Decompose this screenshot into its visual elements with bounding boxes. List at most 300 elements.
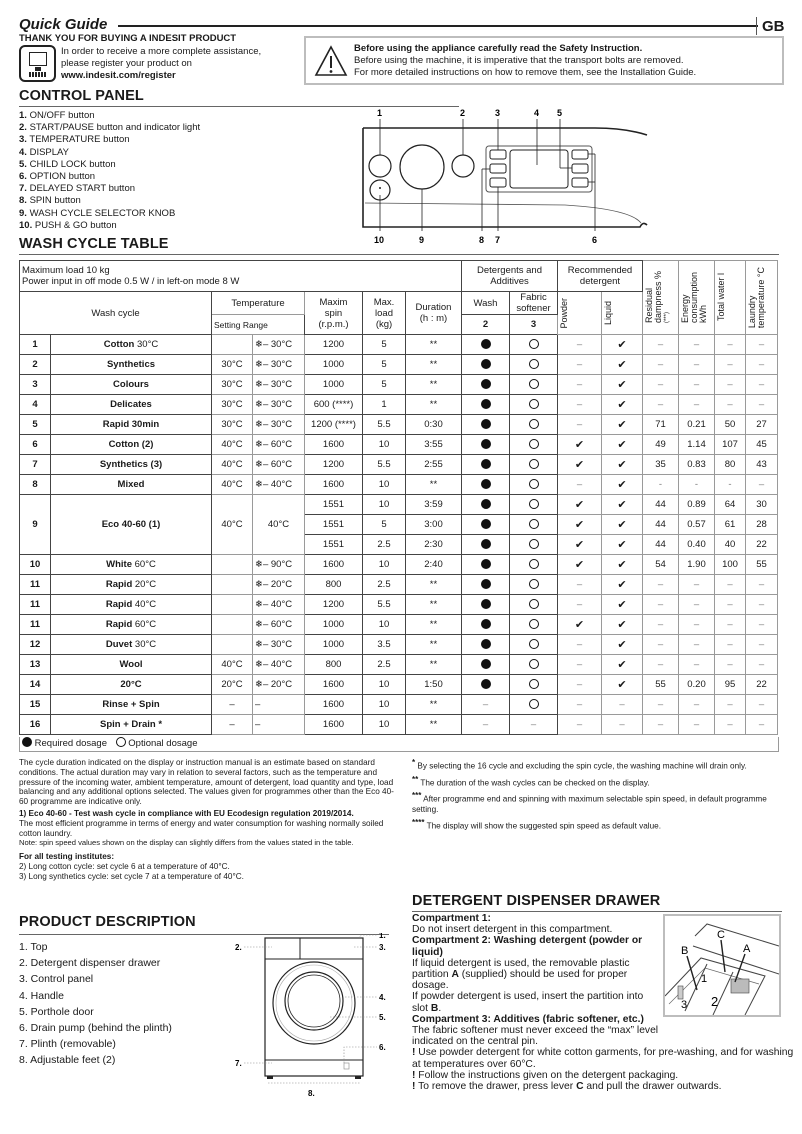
wash-dosage — [462, 615, 510, 635]
check-icon: ✔ — [574, 619, 585, 631]
required-dosage-icon — [481, 539, 491, 549]
laundry-temp: 43 — [746, 455, 778, 475]
residual-dampness: 71 — [643, 415, 679, 435]
svg-text:2: 2 — [711, 994, 719, 1009]
svg-text:6: 6 — [592, 235, 598, 245]
washing-machine-diagram — [232, 933, 392, 1103]
cycle-name: Cotton (2) — [51, 435, 212, 455]
svg-text:2.: 2. — [235, 943, 242, 952]
water: 64 — [715, 495, 746, 515]
wash-dosage — [462, 435, 510, 455]
liquid — [602, 575, 643, 595]
laundry-temp: 30 — [746, 495, 778, 515]
control-panel-list — [19, 110, 200, 232]
optional-dosage-icon — [529, 439, 539, 449]
optional-dosage-icon — [529, 339, 539, 349]
check-icon: ✔ — [574, 499, 585, 511]
powder: – — [558, 475, 602, 495]
water: – — [715, 335, 746, 355]
check-icon: ✔ — [617, 559, 627, 571]
product-part-item: 3. Control panel — [19, 973, 94, 986]
residual-dampness: – — [643, 575, 679, 595]
cycle-name: Rapid 20°C — [51, 575, 212, 595]
svg-text:5.: 5. — [379, 1013, 386, 1022]
th-fabric-softener: Fabric softener — [510, 292, 558, 315]
warning-triangle-icon — [314, 44, 348, 78]
temp-range: ❄– 20°C — [253, 675, 305, 695]
duration: 2:55 — [406, 455, 462, 475]
product-part-item: 6. Drain pump (behind the plinth) — [19, 1022, 172, 1035]
cycle-number: 11 — [20, 615, 51, 635]
temp-range: ❄– 30°C — [253, 335, 305, 355]
water: - — [715, 475, 746, 495]
max-load: 5.5 — [363, 595, 406, 615]
cycle-name: Rapid 30min — [51, 415, 212, 435]
temp-range: ❄– 30°C — [253, 375, 305, 395]
optional-dosage-icon — [116, 737, 126, 747]
svg-text:3.: 3. — [379, 943, 386, 952]
svg-text:3: 3 — [495, 108, 501, 118]
max-load: 5.5 — [363, 455, 406, 475]
softener-dosage — [510, 515, 558, 535]
th-liquid: Liquid — [602, 292, 643, 335]
liquid — [602, 335, 643, 355]
cycle-number: 9 — [20, 495, 51, 555]
powder: – — [558, 335, 602, 355]
laundry-temp: – — [746, 655, 778, 675]
softener-dosage — [510, 495, 558, 515]
laundry-temp: – — [746, 355, 778, 375]
check-icon: ✔ — [574, 439, 585, 451]
cycle-name: Wool — [51, 655, 212, 675]
table-row — [20, 355, 778, 375]
required-dosage-icon — [481, 479, 491, 489]
temp-setting: 20°C — [212, 675, 253, 695]
laundry-temp: – — [746, 615, 778, 635]
check-icon: ✔ — [617, 359, 627, 371]
liquid — [602, 395, 643, 415]
residual-dampness: 54 — [643, 555, 679, 575]
energy: – — [679, 395, 715, 415]
control-panel-item: 7. DELAYED START button — [19, 183, 136, 195]
dosage-legend: Required dosage Optional dosage — [19, 737, 779, 752]
residual-dampness: - — [643, 475, 679, 495]
svg-text:10: 10 — [374, 235, 385, 245]
max-spin: 1000 — [305, 375, 363, 395]
powder — [558, 615, 602, 635]
optional-dosage-icon — [529, 519, 539, 529]
max-load: 10 — [363, 475, 406, 495]
softener-dosage — [510, 595, 558, 615]
wash-cycle-table-heading: WASH CYCLE TABLE — [19, 236, 169, 252]
control-panel-heading: CONTROL PANEL — [19, 88, 144, 104]
duration: ** — [406, 715, 462, 735]
control-panel-item: 1. ON/OFF button — [19, 110, 95, 121]
svg-text:2: 2 — [460, 108, 466, 118]
liquid — [602, 635, 643, 655]
wash-dosage — [462, 515, 510, 535]
cycle-number: 10 — [20, 555, 51, 575]
th-setting-range: Setting Range — [212, 315, 305, 335]
temp-setting: 30°C — [212, 415, 253, 435]
cycle-number: 14 — [20, 675, 51, 695]
softener-dosage — [510, 355, 558, 375]
temp-range: ❄– 40°C — [253, 595, 305, 615]
control-panel-item: 3. TEMPERATURE button — [19, 134, 130, 146]
product-part-item: 8. Adjustable feet (2) — [19, 1054, 116, 1067]
water: – — [715, 695, 746, 715]
energy: 0.40 — [679, 535, 715, 555]
footnote-2: ** The duration of the wash cycles can be checked on the display. — [412, 774, 650, 788]
energy: 1.14 — [679, 435, 715, 455]
cycle-number: 3 — [20, 375, 51, 395]
optional-dosage-icon — [529, 579, 539, 589]
cycle-name: Spin + Drain * — [51, 715, 212, 735]
softener-dosage — [510, 415, 558, 435]
water: – — [715, 575, 746, 595]
thanks-heading: THANK YOU FOR BUYING A INDESIT PRODUCT — [19, 33, 237, 44]
powder: – — [558, 375, 602, 395]
residual-dampness: – — [643, 715, 679, 735]
wash-dosage: – — [462, 695, 510, 715]
svg-text:6.: 6. — [379, 1043, 386, 1052]
temp-setting: 40°C — [212, 475, 253, 495]
diagram-label: 1 — [377, 108, 383, 118]
energy: – — [679, 595, 715, 615]
max-load: 10 — [363, 715, 406, 735]
svg-text:1: 1 — [701, 973, 708, 985]
svg-text:1.: 1. — [379, 933, 386, 940]
table-body-eco — [20, 495, 778, 555]
table-body-b — [20, 555, 778, 735]
softener-dosage — [510, 635, 558, 655]
duration: ** — [406, 615, 462, 635]
softener-dosage — [510, 455, 558, 475]
max-spin: 1551 — [305, 515, 363, 535]
temp-range: ❄– 60°C — [253, 435, 305, 455]
optional-dosage-icon — [529, 559, 539, 569]
wash-dosage — [462, 595, 510, 615]
svg-text:7.: 7. — [235, 1059, 242, 1068]
max-spin: 1200 — [305, 335, 363, 355]
residual-dampness: – — [643, 375, 679, 395]
optional-dosage-icon — [529, 619, 539, 629]
duration: ** — [406, 635, 462, 655]
max-spin: 1600 — [305, 675, 363, 695]
temp-range: ❄– 20°C — [253, 575, 305, 595]
water: – — [715, 595, 746, 615]
softener-dosage: – — [510, 715, 558, 735]
liquid — [602, 375, 643, 395]
table-row — [20, 375, 778, 395]
th-recommended: Recommended detergent — [558, 261, 643, 292]
liquid — [602, 655, 643, 675]
optional-dosage-icon — [529, 639, 539, 649]
cycle-number: 7 — [20, 455, 51, 475]
wash-dosage — [462, 475, 510, 495]
language-code: GB — [762, 18, 785, 35]
temp-range: ❄– 60°C — [253, 455, 305, 475]
residual-dampness: 44 — [643, 515, 679, 535]
required-dosage-icon — [481, 559, 491, 569]
temp-range: ❄– 90°C — [253, 555, 305, 575]
powder: – — [558, 355, 602, 375]
duration: 1:50 — [406, 675, 462, 695]
max-spin: 1600 — [305, 715, 363, 735]
max-load: 2.5 — [363, 575, 406, 595]
check-icon: ✔ — [574, 459, 585, 471]
max-load: 5.5 — [363, 415, 406, 435]
liquid: – — [602, 715, 643, 735]
powder — [558, 515, 602, 535]
max-load: 5 — [363, 375, 406, 395]
laundry-temp: – — [746, 395, 778, 415]
th-wash-cycle: Wash cycle — [20, 292, 212, 335]
required-dosage-icon — [481, 499, 491, 509]
th-powder: Powder — [558, 292, 602, 335]
max-spin: 1551 — [305, 535, 363, 555]
check-icon: ✔ — [617, 439, 627, 451]
required-dosage-icon — [481, 579, 491, 589]
cycle-number: 8 — [20, 475, 51, 495]
footnotes — [412, 758, 792, 835]
th-residual: Residual dampness % (***) — [643, 261, 679, 335]
wash-dosage — [462, 535, 510, 555]
energy: 0.21 — [679, 415, 715, 435]
cycle-name: Cotton 30°C — [51, 335, 212, 355]
softener-dosage — [510, 395, 558, 415]
max-load: 1 — [363, 395, 406, 415]
softener-dosage — [510, 695, 558, 715]
softener-dosage — [510, 535, 558, 555]
cycle-name: Rinse + Spin — [51, 695, 212, 715]
wash-dosage — [462, 375, 510, 395]
temp-range: ❄– 30°C — [253, 395, 305, 415]
register-line-2: please register your product on — [61, 58, 192, 69]
check-icon: ✔ — [574, 519, 585, 531]
liquid — [602, 535, 643, 555]
wash-cycle-table — [19, 260, 778, 735]
required-dosage-icon — [481, 399, 491, 409]
temp-setting: 30°C — [212, 355, 253, 375]
header-rule — [118, 25, 758, 27]
duration: 2:40 — [406, 555, 462, 575]
th-laundry-temp: Laundry temperature °C — [746, 261, 778, 335]
temp-setting — [212, 575, 253, 595]
check-icon: ✔ — [617, 479, 627, 491]
header-tick — [756, 17, 757, 35]
check-icon: ✔ — [617, 599, 627, 611]
dispenser-drawer-illustration — [663, 914, 781, 1017]
duration: 2:30 — [406, 535, 462, 555]
control-panel-item: 5. CHILD LOCK button — [19, 158, 116, 170]
water: – — [715, 395, 746, 415]
th-detergents: Detergents and Additives — [462, 261, 558, 292]
dispenser-heading: DETERGENT DISPENSER DRAWER — [412, 893, 661, 909]
residual-dampness: – — [643, 695, 679, 715]
check-icon: ✔ — [617, 419, 627, 431]
energy: – — [679, 715, 715, 735]
optional-dosage-icon — [529, 459, 539, 469]
check-icon: ✔ — [617, 519, 627, 531]
energy: 1.90 — [679, 555, 715, 575]
footnote-3: *** After programme end and spinning with maximum selectable spin speed, in default programme setting. — [412, 791, 767, 815]
temp-range: – — [253, 695, 305, 715]
temp-setting: – — [212, 715, 253, 735]
check-icon: ✔ — [617, 639, 627, 651]
residual-dampness: – — [643, 635, 679, 655]
softener-dosage — [510, 675, 558, 695]
powder: – — [558, 415, 602, 435]
wash-dosage — [462, 455, 510, 475]
product-part-item: 5. Porthole door — [19, 1005, 94, 1018]
th-softener-num: 3 — [510, 315, 558, 335]
water: 50 — [715, 415, 746, 435]
footnote-1: * By selecting the 16 cycle and excluding the spin cycle, the washing machine will drain only. — [412, 758, 747, 771]
svg-text:5: 5 — [557, 108, 563, 118]
optional-dosage-icon — [529, 499, 539, 509]
wash-dosage — [462, 395, 510, 415]
temp-range: ❄– 30°C — [253, 355, 305, 375]
required-dosage-icon — [481, 599, 491, 609]
table-load-info: Maximum load 10 kg Power input in off mode 0.5 W / in left-on mode 8 W — [20, 261, 462, 292]
wash-dosage — [462, 495, 510, 515]
svg-text:A: A — [743, 943, 751, 955]
product-part-item: 2. Detergent dispenser drawer — [19, 957, 161, 970]
duration: ** — [406, 475, 462, 495]
temp-setting — [212, 635, 253, 655]
temp-setting: 40°C — [212, 495, 253, 555]
check-icon: ✔ — [617, 499, 627, 511]
cycle-number: 11 — [20, 575, 51, 595]
check-icon: ✔ — [617, 539, 627, 551]
optional-dosage-icon — [529, 539, 539, 549]
th-energy: Energy consumption kWh — [679, 261, 715, 335]
cycle-name: Synthetics (3) — [51, 455, 212, 475]
register-url-link[interactable]: www.indesit.com/register — [61, 70, 176, 81]
product-part-item: 4. Handle — [19, 989, 64, 1002]
cycle-number: 6 — [20, 435, 51, 455]
liquid — [602, 475, 643, 495]
svg-text:4: 4 — [534, 108, 540, 118]
required-dosage-icon — [481, 359, 491, 369]
powder: – — [558, 675, 602, 695]
temp-setting: 30°C — [212, 395, 253, 415]
wash-dosage — [462, 675, 510, 695]
product-description-list — [19, 939, 172, 1069]
optional-dosage-icon — [529, 659, 539, 669]
control-panel-item: 10. PUSH & GO button — [19, 219, 117, 231]
temp-setting: 30°C — [212, 375, 253, 395]
duration: ** — [406, 375, 462, 395]
svg-text:9: 9 — [419, 235, 425, 245]
powder: – — [558, 595, 602, 615]
duration: ** — [406, 335, 462, 355]
th-temperature: Temperature — [212, 292, 305, 315]
residual-dampness: – — [643, 335, 679, 355]
max-spin: 1600 — [305, 695, 363, 715]
th-max-spin: Maxim spin (r.p.m.) — [305, 292, 363, 335]
wash-dosage — [462, 355, 510, 375]
product-description-heading: PRODUCT DESCRIPTION — [19, 914, 196, 930]
residual-dampness: 49 — [643, 435, 679, 455]
temp-setting: – — [212, 695, 253, 715]
energy: 0.57 — [679, 515, 715, 535]
powder — [558, 535, 602, 555]
water: – — [715, 375, 746, 395]
table-row — [20, 695, 778, 715]
laundry-temp: 45 — [746, 435, 778, 455]
optional-dosage-icon — [529, 359, 539, 369]
wash-dosage — [462, 635, 510, 655]
energy: - — [679, 475, 715, 495]
optional-dosage-icon — [529, 399, 539, 409]
required-dosage-icon — [481, 419, 491, 429]
powder: – — [558, 715, 602, 735]
duration: 3:59 — [406, 495, 462, 515]
control-panel-item: 9. WASH CYCLE SELECTOR KNOB — [19, 207, 176, 219]
check-icon: ✔ — [617, 399, 627, 411]
powder: – — [558, 695, 602, 715]
temp-setting: 40°C — [212, 455, 253, 475]
required-dosage-icon — [481, 459, 491, 469]
computer-icon — [19, 45, 56, 82]
duration: ** — [406, 695, 462, 715]
duration: 3:00 — [406, 515, 462, 535]
cycle-name: Rapid 60°C — [51, 615, 212, 635]
powder: – — [558, 575, 602, 595]
cycle-name: Eco 40-60 (1) — [51, 495, 212, 555]
powder — [558, 495, 602, 515]
optional-dosage-icon — [529, 479, 539, 489]
max-spin: 1200 (****) — [305, 415, 363, 435]
cycle-number: 5 — [20, 415, 51, 435]
max-load: 3.5 — [363, 635, 406, 655]
laundry-temp: 27 — [746, 415, 778, 435]
laundry-temp: – — [746, 575, 778, 595]
liquid — [602, 615, 643, 635]
cycle-name: Delicates — [51, 395, 212, 415]
laundry-temp: – — [746, 695, 778, 715]
product-part-item: 7. Plinth (removable) — [19, 1038, 116, 1051]
softener-dosage — [510, 555, 558, 575]
energy: – — [679, 375, 715, 395]
water: 95 — [715, 675, 746, 695]
temp-setting — [212, 335, 253, 355]
residual-dampness: 44 — [643, 535, 679, 555]
energy: 0.89 — [679, 495, 715, 515]
liquid — [602, 355, 643, 375]
max-load: 5 — [363, 335, 406, 355]
duration: ** — [406, 595, 462, 615]
liquid — [602, 455, 643, 475]
laundry-temp: – — [746, 595, 778, 615]
energy: – — [679, 635, 715, 655]
wash-dosage: – — [462, 715, 510, 735]
table-row — [20, 335, 778, 355]
powder — [558, 435, 602, 455]
footnote-4: **** The display will show the suggested spin speed as default value. — [412, 818, 661, 831]
laundry-temp: – — [746, 475, 778, 495]
required-dosage-icon — [481, 519, 491, 529]
temp-setting: 40°C — [212, 435, 253, 455]
temp-range: ❄– 40°C — [253, 475, 305, 495]
control-panel-item: 8. SPIN button — [19, 195, 81, 207]
softener-dosage — [510, 655, 558, 675]
temp-setting: 40°C — [212, 655, 253, 675]
energy: – — [679, 335, 715, 355]
control-panel-diagram — [355, 103, 655, 248]
